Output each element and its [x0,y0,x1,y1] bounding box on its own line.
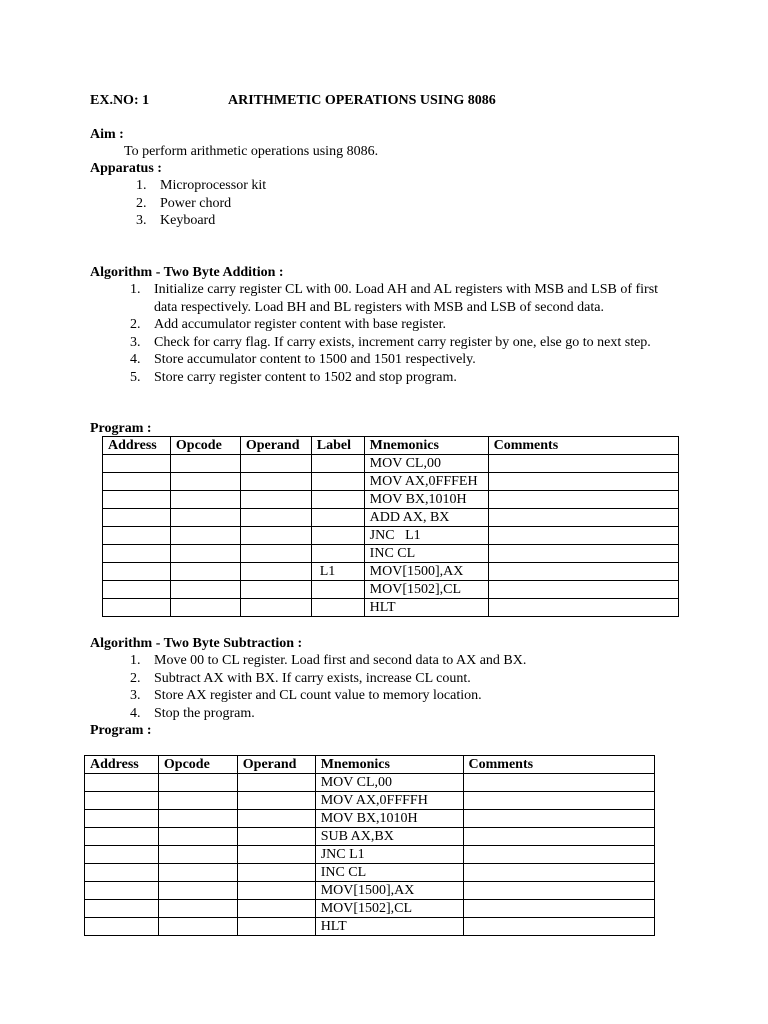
column-header: Comments [463,756,654,774]
addition-program-heading: Program : [90,421,152,436]
table-row [85,774,655,792]
label-cell [311,527,364,545]
mnemonic-cell: MOV[1500],AX [364,563,488,581]
subtraction-algorithm-heading: Algorithm - Two Byte Subtraction : [90,636,303,651]
list-item: 3. Check for carry flag. If carry exists, increment carry register by one, else go to next step. [130,334,651,350]
mnemonic-cell: SUB AX,BX [315,828,463,846]
mnemonic-cell: INC CL [315,864,463,882]
column-header: Mnemonics [315,756,463,774]
table-row [103,599,679,617]
column-header: Address [85,756,159,774]
column-header: Operand [240,437,311,455]
mnemonic-cell: MOV[1502],CL [364,581,488,599]
table-header-row [85,756,655,774]
mnemonic-cell: HLT [315,918,463,936]
exercise-number: EX.NO: 1 [90,93,150,108]
label-cell [311,599,364,617]
mnemonic-cell: INC CL [364,545,488,563]
column-header: Mnemonics [364,437,488,455]
table-row [103,473,679,491]
list-item: 2. Power chord [136,195,232,211]
mnemonic-cell: MOV BX,1010H [315,810,463,828]
table-row [85,846,655,864]
mnemonic-cell: MOV[1502],CL [315,900,463,918]
mnemonic-cell: HLT [364,599,488,617]
table-row [85,864,655,882]
aim-heading: Aim : [90,127,124,142]
list-item: 4. Stop the program. [130,705,255,721]
table-row [103,545,679,563]
label-cell [311,491,364,509]
label-cell [311,545,364,563]
subtraction-program-table [84,755,655,936]
table-row [85,882,655,900]
label-cell [311,509,364,527]
apparatus-heading: Apparatus : [90,161,162,176]
list-item: 4. Store accumulator content to 1500 and 1501 respectively. [130,352,476,367]
table-row [103,527,679,545]
document-title: ARITHMETIC OPERATIONS USING 8086 [228,93,496,108]
apparatus-list [136,177,266,230]
table-row [85,900,655,918]
mnemonic-cell: JNC L1 [364,527,488,545]
column-header: Opcode [170,437,240,455]
addition-program-table [102,436,679,617]
list-item: 1. Move 00 to CL register. Load first and second data to AX and BX. [130,653,527,668]
mnemonic-cell: MOV AX,0FFFEH [364,473,488,491]
table-row [103,455,679,473]
list-item: 2. Add accumulator register content with base register. [130,317,446,332]
table-row [103,509,679,527]
addition-steps [130,281,670,386]
mnemonic-cell: ADD AX, BX [364,509,488,527]
mnemonic-cell: MOV AX,0FFFFH [315,792,463,810]
table-header-row [103,437,679,455]
table-row [85,828,655,846]
label-cell [311,455,364,473]
document-header [90,92,496,110]
addition-algorithm-heading: Algorithm - Two Byte Addition : [90,265,284,280]
label-cell [311,473,364,491]
table-row [85,810,655,828]
mnemonic-cell: MOV CL,00 [315,774,463,792]
aim-text: To perform arithmetic operations using 8086. [124,144,379,159]
column-header: Comments [488,437,678,455]
table-row [103,491,679,509]
subtraction-program-heading: Program : [90,723,152,738]
subtraction-steps [130,652,670,722]
list-item: 2. Subtract AX with BX. If carry exists, increase CL count. [130,670,471,686]
mnemonic-cell: MOV BX,1010H [364,491,488,509]
mnemonic-cell: MOV[1500],AX [315,882,463,900]
mnemonic-cell: JNC L1 [315,846,463,864]
column-header: Operand [237,756,315,774]
list-item: 5. Store carry register content to 1502 and stop program. [130,369,457,385]
list-item: 3. Keyboard [136,213,216,228]
label-cell: L1 [311,563,364,581]
table-row [103,563,679,581]
table-row [103,581,679,599]
table-row [85,792,655,810]
column-header: Address [103,437,171,455]
mnemonic-cell: MOV CL,00 [364,455,488,473]
label-cell [311,581,364,599]
column-header: Opcode [158,756,237,774]
table-row [85,918,655,936]
list-item: 3. Store AX register and CL count value to memory location. [130,688,482,703]
column-header: Label [311,437,364,455]
list-item: 1. Initialize carry register CL with 00. Load AH and AL registers with MSB and LSB of first data respectively. Load BH and BL registers with MSB and LSB of second data. [130,282,659,315]
list-item: 1. Microprocessor kit [136,178,267,193]
